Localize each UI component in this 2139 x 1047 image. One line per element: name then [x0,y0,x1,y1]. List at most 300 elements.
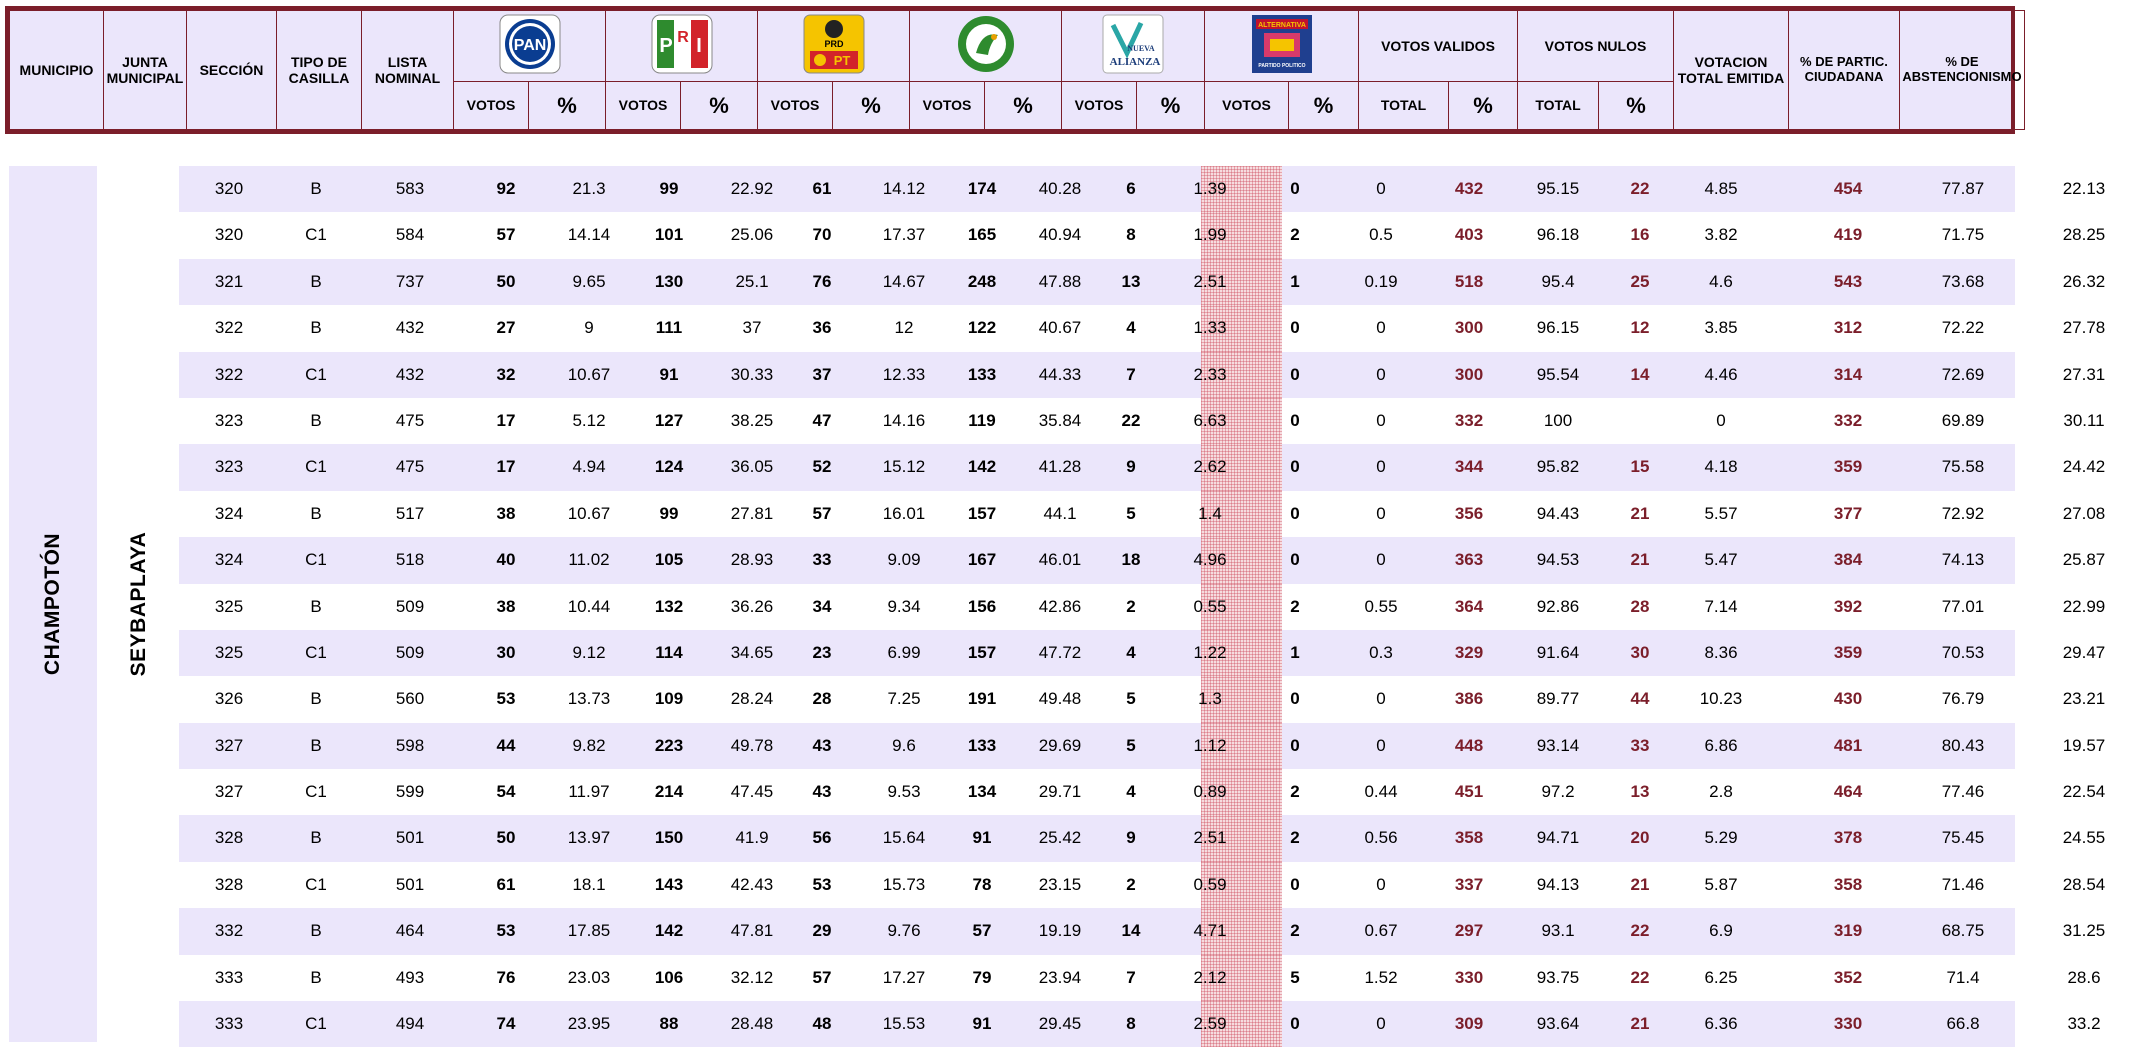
table-cell: 18.1 [572,874,606,894]
table-cell: 0.19 [1364,271,1398,291]
table-cell: 454 [1833,179,1863,198]
table-cell: 15 [1630,457,1650,477]
table-cell: 7 [1126,967,1136,987]
table-cell: 71.46 [1941,874,1985,894]
table-cell: 71.75 [1941,225,1985,245]
table-cell: 80.43 [1941,735,1985,755]
table-cell: 16.01 [882,503,926,523]
party-pan-header [454,11,606,82]
table-row [179,305,2106,351]
table-cell: B [310,179,322,198]
table-cell: 28.54 [2062,874,2106,894]
table-cell: 333 [214,967,244,987]
table-cell: 333 [214,1014,244,1034]
table-cell: 30 [1630,642,1650,662]
table-cell: 142 [654,921,684,941]
pvem-logo-icon [954,13,1018,75]
table-cell: 31.25 [2062,921,2106,941]
table-cell: 9 [1126,828,1136,848]
table-cell: 359 [1833,642,1863,662]
header-total: TOTAL [1359,81,1449,129]
table-cell: 96.15 [1536,318,1580,338]
table-cell: 13 [1630,782,1650,802]
table-cell: 4 [1126,642,1136,662]
table-cell: 30 [496,642,516,662]
table-cell: 27.81 [730,503,774,523]
table-cell: 20 [1630,828,1650,848]
table-cell: 21 [1630,1014,1650,1034]
table-cell: 6.25 [1704,967,1738,987]
table-cell: 328 [214,828,244,848]
table-cell: 37 [742,318,762,338]
table-cell: 100 [1543,410,1573,430]
table-cell: 0 [1376,457,1386,477]
header-pct: % [681,81,758,129]
table-cell: 72.69 [1941,364,1985,384]
table-cell: 57 [972,921,992,941]
table-cell: 0.44 [1364,782,1398,802]
table-cell: 0 [1376,689,1386,709]
junta-label: SEYBAPLAYA [127,531,150,677]
table-cell: 75.58 [1941,457,1985,477]
table-cell: 124 [654,457,684,477]
table-cell: 27.31 [2062,364,2106,384]
table-cell: 4.6 [1709,271,1733,291]
table-cell: 66.8 [1946,1014,1980,1034]
table-cell: 337 [1454,874,1484,894]
table-cell: B [310,967,322,987]
table-cell: 1.99 [1193,225,1227,245]
table-cell: 21 [1630,503,1650,523]
table-cell: 156 [967,596,997,616]
header-votos: VOTOS [1062,81,1137,129]
table-cell: 15.53 [882,1014,926,1034]
header-votos: VOTOS [910,81,985,129]
table-cell: 14.67 [882,271,926,291]
table-cell: 0.55 [1193,596,1227,616]
table-cell: 322 [214,318,244,338]
table-cell: 111 [655,318,683,338]
table-cell: 8.36 [1704,642,1738,662]
table-cell: B [310,503,322,523]
table-cell [1610,398,1670,444]
table-cell: 36 [812,318,832,338]
table-cell: 4.96 [1193,550,1227,570]
table-cell: 101 [654,225,684,245]
table-cell: 11.02 [568,550,610,570]
table-cell: 19.19 [1038,921,1082,941]
header-abstencionismo: % DE ABSTENCIONISMO [1900,11,2025,130]
table-cell: 44 [1630,689,1650,709]
table-cell: 95.15 [1536,179,1580,198]
table-cell: 18 [1121,550,1141,570]
table-cell: 10.67 [567,364,611,384]
table-cell: 332 [1833,410,1863,430]
table-cell: 1.52 [1364,967,1398,987]
table-cell: 93.64 [1536,1014,1580,1034]
table-cell: C1 [305,642,327,662]
table-cell: 2.12 [1193,967,1227,987]
table-cell: 1.22 [1193,642,1227,662]
table-cell: 5.12 [572,410,606,430]
table-cell: 0 [1290,689,1300,709]
table-cell: 91 [659,364,679,384]
table-cell: 384 [1833,550,1863,570]
table-cell: 344 [1454,457,1484,477]
table-cell: 105 [654,550,684,570]
table-cell: 325 [214,596,244,616]
table-cell: 6.86 [1704,735,1738,755]
table-cell: 5.87 [1704,874,1738,894]
table-cell: 358 [1833,874,1863,894]
table-cell: 29.71 [1038,782,1082,802]
table-cell: 1.4 [1198,503,1222,523]
table-cell: 52 [812,457,832,477]
table-cell: 464 [1833,782,1863,802]
table-cell: 2 [1290,782,1300,802]
table-cell: 1 [1290,271,1300,291]
table-cell: 501 [395,874,425,894]
party-pvem-header [910,11,1062,82]
table-cell: 5 [1126,503,1136,523]
table-cell: 12.33 [882,364,926,384]
table-cell: 8 [1126,225,1136,245]
table-cell: 0.5 [1369,225,1393,245]
table-row [179,862,2106,908]
table-cell: 2.62 [1193,457,1227,477]
table-cell: 33 [812,550,832,570]
table-cell: 94.71 [1536,828,1580,848]
table-cell: 7.25 [887,689,921,709]
header-pct: % [529,81,606,129]
svg-text:P: P [658,35,673,58]
table-cell: 68.75 [1941,921,1985,941]
table-cell: 0 [1290,179,1300,198]
table-cell: 314 [1833,364,1863,384]
table-cell: 70 [812,225,832,245]
table-cell: 34.65 [730,642,774,662]
table-cell: C1 [305,225,327,245]
table-cell: 61 [812,179,832,198]
header-total: TOTAL [1518,81,1599,129]
table-row [179,1001,2101,1047]
table-cell: 25.87 [2062,550,2106,570]
table-cell: 70.53 [1941,642,1985,662]
table-cell: 2 [1126,874,1136,894]
header-votos: VOTOS [1205,81,1289,129]
table-row [179,444,2106,490]
table-cell: 143 [654,874,684,894]
table-cell: 0 [1290,364,1300,384]
table-cell: 33.2 [2067,1014,2101,1034]
table-cell: 41.28 [1038,457,1082,477]
svg-text:ALIANZA: ALIANZA [1109,56,1161,69]
table-cell: 23.21 [2062,689,2106,709]
table-cell: 448 [1454,735,1484,755]
table-cell: 3.82 [1704,225,1738,245]
table-cell: 320 [214,225,244,245]
table-cell: 464 [395,921,425,941]
table-cell: 50 [496,828,516,848]
table-cell: 77.46 [1941,782,1985,802]
table-row [179,723,2106,769]
table-cell: 377 [1833,503,1863,523]
table-cell: 97.2 [1541,782,1575,802]
svg-text:PT: PT [833,53,850,69]
table-cell: 23 [812,642,832,662]
header-municipio: MUNICIPIO [10,11,104,130]
table-cell: 24.55 [2062,828,2106,848]
table-cell: 26.32 [2062,271,2106,291]
table-cell: 94.13 [1536,874,1580,894]
table-cell: 24.42 [2062,457,2106,477]
table-cell: 0 [1376,735,1386,755]
table-cell: 475 [395,457,425,477]
table-cell: 30.11 [2063,410,2105,430]
table-cell: B [310,828,322,848]
table-cell: 9.12 [572,642,606,662]
table-cell: 2.51 [1193,828,1227,848]
table-cell: 0.55 [1364,596,1398,616]
table-cell: 132 [654,596,684,616]
table-cell: 27 [496,318,516,338]
table-cell: 583 [395,179,425,198]
table-cell: 43 [812,735,832,755]
svg-text:PAN: PAN [513,37,546,55]
table-cell: 7 [1126,364,1136,384]
table-cell: 9.34 [887,596,921,616]
table-cell: 599 [395,782,425,802]
table-cell: 29 [812,921,832,941]
table-cell: 0 [1290,503,1300,523]
table-cell: 47.81 [730,921,774,941]
table-cell: 0.59 [1193,874,1227,894]
table-cell: 14.16 [882,410,926,430]
table-cell: 3.85 [1704,318,1738,338]
table-header [5,6,2022,134]
table-cell: 0.56 [1364,828,1398,848]
table-cell: 16 [1630,225,1650,245]
table-cell: 88 [659,1014,679,1034]
table-cell: 77.87 [1941,179,1985,198]
table-cell: 517 [395,503,425,523]
header-votacion-total: VOTACION TOTAL EMITIDA [1674,11,1789,130]
table-cell: 92 [496,179,516,198]
table-cell: 309 [1454,1014,1484,1034]
table-cell: 57 [496,225,516,245]
table-cell: 33 [1630,735,1650,755]
table-cell: 36.26 [730,596,774,616]
table-cell: 47.45 [730,782,774,802]
table-cell: 17.37 [882,225,926,245]
table-cell: 494 [395,1014,425,1034]
table-cell: 2 [1290,828,1300,848]
table-cell: 2.33 [1193,364,1227,384]
table-cell: 106 [654,967,684,987]
table-cell: 419 [1833,225,1863,245]
table-cell: 15.64 [882,828,926,848]
table-cell: 23.03 [567,967,611,987]
party-prd-pt-header [758,11,910,82]
header-votos-validos: VOTOS VALIDOS [1359,11,1518,82]
table-cell: 451 [1454,782,1484,802]
table-cell: 22.54 [2062,782,2106,802]
table-cell: 40.67 [1038,318,1082,338]
prd-pt-logo-icon [802,13,866,75]
table-cell: 11.97 [568,782,610,802]
table-cell: 0 [1290,1014,1300,1034]
table-cell: 76.79 [1941,689,1985,709]
table-cell: 28.93 [730,550,774,570]
table-cell: 23.15 [1038,874,1082,894]
table-cell: 509 [395,596,425,616]
table-cell: 95.82 [1536,457,1580,477]
table-cell: 0 [1290,410,1300,430]
table-row [179,908,2106,954]
table-cell: 1.39 [1193,179,1227,198]
pri-logo-icon [650,13,714,75]
header-pct: % [1449,81,1518,129]
table-cell: C1 [305,457,327,477]
table-cell: 364 [1454,596,1484,616]
table-cell: 0 [1290,550,1300,570]
table-cell: 40 [496,550,516,570]
table-cell: 8 [1126,1014,1136,1034]
table-cell: 94.43 [1536,503,1580,523]
table-cell: 72.22 [1941,318,1985,338]
table-cell: 53 [812,874,832,894]
table-cell: B [310,271,322,291]
table-cell: 326 [214,689,244,709]
table-cell: 4.94 [572,457,606,477]
table-cell: 14.14 [567,225,611,245]
table-cell: 352 [1833,967,1863,987]
table-row [179,537,2106,583]
table-cell: 1.3 [1198,689,1222,709]
header-votos: VOTOS [758,81,833,129]
party-alternativa-header [1205,11,1359,82]
table-cell: 320 [214,179,244,198]
table-cell: 2.51 [1193,271,1227,291]
table-cell: B [310,735,322,755]
table-cell: 493 [395,967,425,987]
table-cell: 332 [1454,410,1484,430]
table-cell: 324 [214,550,244,570]
svg-text:I: I [695,35,702,58]
party-nueva-alianza-header [1062,11,1205,82]
table-cell: 10.44 [567,596,611,616]
table-cell: 13.97 [567,828,611,848]
table-cell: 56 [812,828,832,848]
table-cell: 21 [1630,874,1650,894]
table-cell: C1 [305,364,327,384]
table-cell: 2.59 [1193,1014,1227,1034]
table-cell: 6.9 [1709,921,1733,941]
table-cell: C1 [305,550,327,570]
table-cell: 134 [967,782,997,802]
table-cell: 0 [1376,318,1386,338]
table-cell: 95.54 [1536,364,1580,384]
table-cell: 114 [655,642,683,662]
table-cell: 91.64 [1536,642,1580,662]
table-cell: 359 [1833,457,1863,477]
header-tipo-casilla: TIPO DE CASILLA [277,11,362,130]
header-pct: % [833,81,910,129]
table-cell: 174 [967,179,997,198]
table-cell: 0 [1376,550,1386,570]
table-cell: 214 [654,782,684,802]
table-cell: 92.86 [1536,596,1580,616]
table-cell: 17.27 [882,967,926,987]
table-cell: 25.42 [1038,828,1082,848]
table-cell: 6.99 [887,642,921,662]
table-cell: 46.01 [1038,550,1082,570]
table-cell: 99 [659,179,679,198]
table-cell: 150 [654,828,684,848]
table-cell: 21.3 [572,179,606,198]
table-cell: 44 [496,735,516,755]
table-row [179,630,2106,676]
table-cell: 191 [967,689,997,709]
table-cell: 22.99 [2062,596,2106,616]
table-cell: 25 [1630,271,1650,291]
table-cell: 122 [967,318,997,338]
table-cell: 598 [395,735,425,755]
table-cell: 93.1 [1541,921,1575,941]
table-cell: 0.89 [1193,782,1227,802]
table-cell: 42.43 [730,874,774,894]
table-cell: 44.1 [1043,503,1077,523]
table-cell: 75.45 [1941,828,1985,848]
table-cell: 22 [1630,179,1650,198]
table-cell: 42.86 [1038,596,1082,616]
header-lista-nominal: LISTA NOMINAL [362,11,454,130]
table-cell: 15.12 [882,457,926,477]
table-cell: 4.85 [1704,179,1738,198]
table-cell: 248 [967,271,997,291]
table-cell: 22.13 [2062,179,2106,198]
svg-text:R: R [676,29,689,47]
table-cell: 0 [1290,874,1300,894]
table-cell: 38 [496,596,516,616]
table-cell: 356 [1454,503,1484,523]
party-pri-header [606,11,758,82]
table-cell: 0 [1376,179,1386,198]
table-cell: 27.08 [2062,503,2106,523]
table-cell: 0 [1376,410,1386,430]
table-cell: C1 [305,782,327,802]
table-cell: 54 [496,782,516,802]
table-cell: 25.1 [735,271,769,291]
table-row [179,491,2106,537]
table-cell: 560 [395,689,425,709]
table-cell: 34 [812,596,832,616]
table-cell: 4 [1126,318,1136,338]
table-cell: 38.25 [730,410,774,430]
table-cell: 9.53 [887,782,921,802]
table-cell: 13 [1121,271,1141,291]
table-cell: 37 [812,364,832,384]
table-cell: 28 [812,689,832,709]
table-cell: 9.09 [887,550,921,570]
table-cell: 518 [1454,271,1484,291]
table-cell: 327 [214,782,244,802]
table-row [179,955,2101,1001]
table-cell: 2 [1126,596,1136,616]
table-cell: 91 [972,828,992,848]
table-cell: 1.33 [1193,318,1227,338]
table-cell: 44.33 [1038,364,1082,384]
